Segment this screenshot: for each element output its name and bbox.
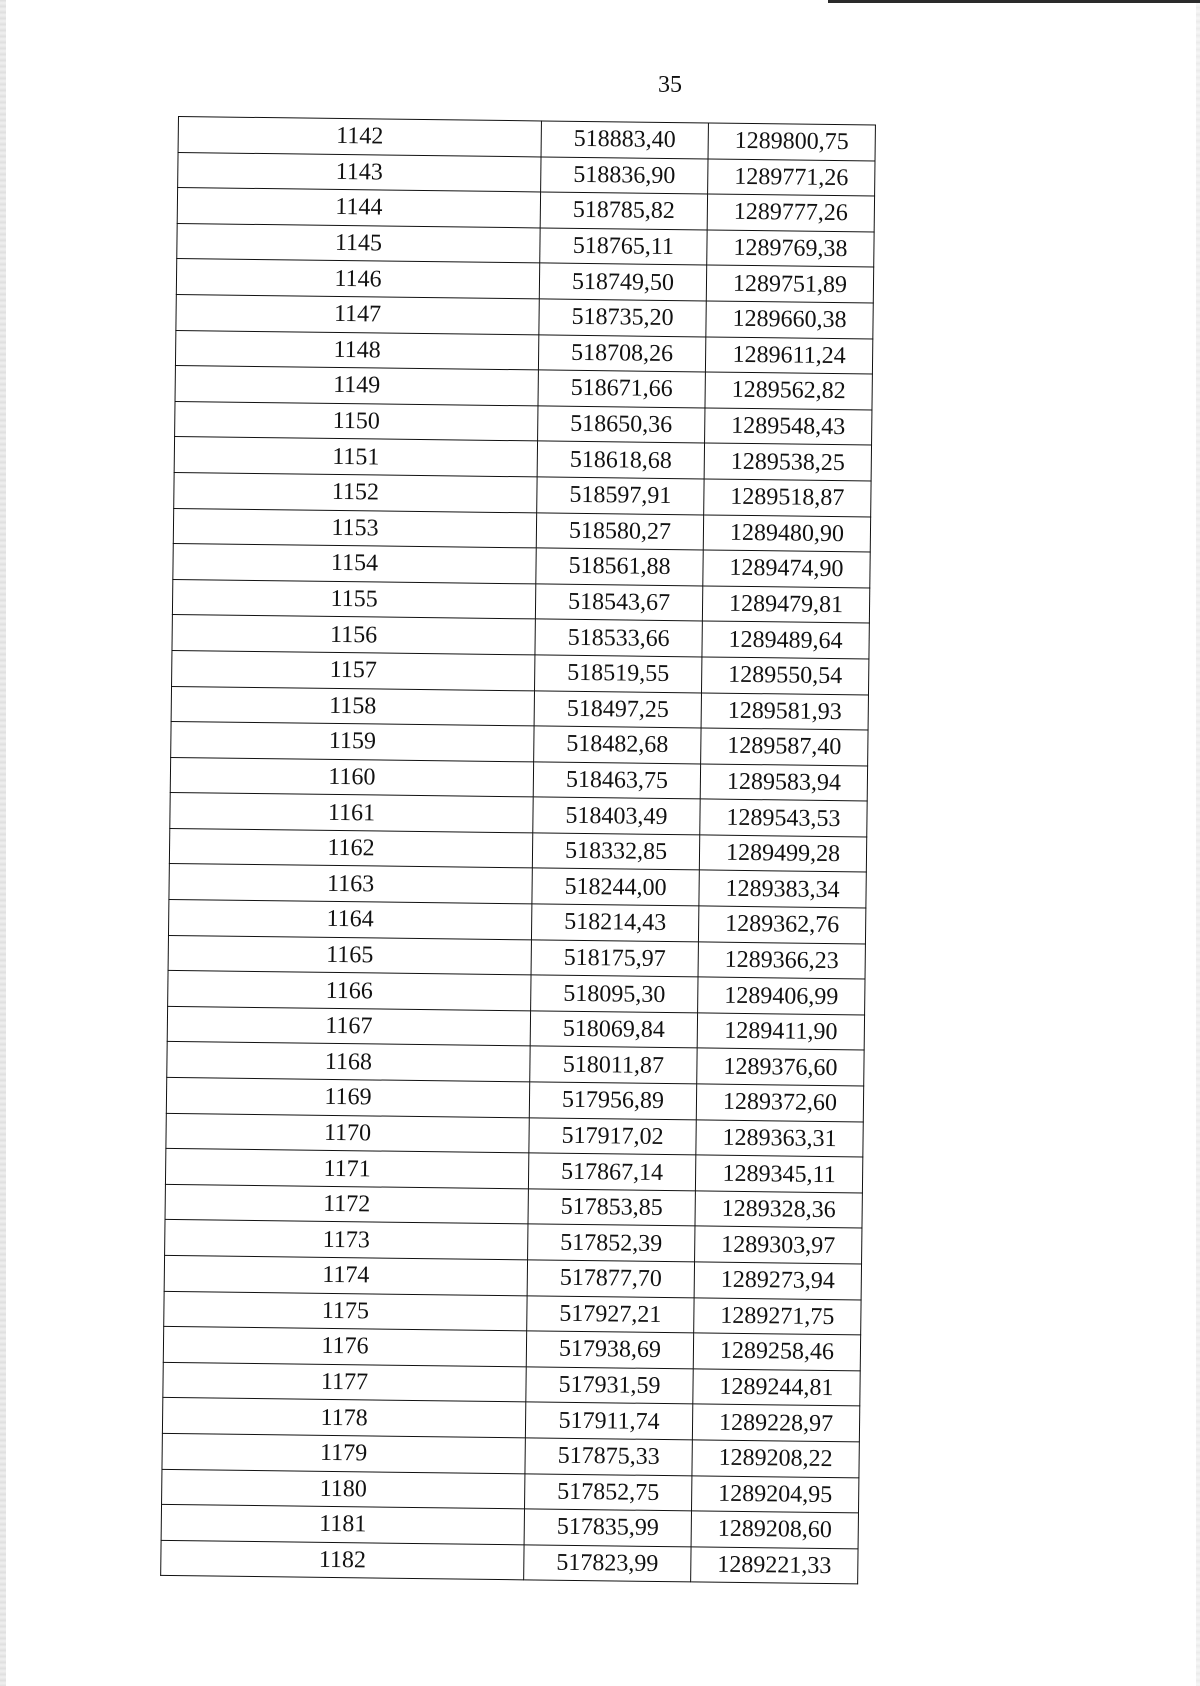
y-coordinate-cell: 1289383,34 [699, 870, 866, 908]
point-number-cell: 1176 [163, 1327, 526, 1367]
x-coordinate-cell: 517938,69 [526, 1331, 693, 1369]
point-number-cell: 1156 [172, 615, 535, 655]
point-number-cell: 1164 [168, 900, 531, 940]
x-coordinate-cell: 518785,82 [540, 192, 707, 230]
point-number-cell: 1175 [164, 1291, 527, 1331]
point-number-cell: 1167 [167, 1006, 530, 1046]
point-number-cell: 1182 [161, 1540, 524, 1580]
y-coordinate-cell: 1289345,11 [695, 1155, 862, 1193]
x-coordinate-cell: 518543,67 [535, 584, 702, 622]
point-number-cell: 1160 [170, 757, 533, 797]
point-number-cell: 1179 [162, 1433, 525, 1473]
x-coordinate-cell: 518244,00 [532, 868, 699, 906]
point-number-cell: 1170 [166, 1113, 529, 1153]
y-coordinate-cell: 1289751,89 [706, 265, 873, 303]
y-coordinate-cell: 1289208,22 [692, 1440, 859, 1478]
point-number-cell: 1152 [174, 472, 537, 512]
x-coordinate-cell: 517927,21 [527, 1295, 694, 1333]
x-coordinate-cell: 517931,59 [526, 1367, 693, 1405]
point-number-cell: 1177 [163, 1362, 526, 1402]
y-coordinate-cell: 1289583,94 [700, 764, 867, 802]
point-number-cell: 1147 [176, 294, 539, 334]
y-coordinate-cell: 1289366,23 [698, 942, 865, 980]
x-coordinate-cell: 518095,30 [531, 975, 698, 1013]
x-coordinate-cell: 517823,99 [524, 1545, 691, 1583]
x-coordinate-cell: 517917,02 [529, 1117, 696, 1155]
x-coordinate-cell: 517877,70 [527, 1260, 694, 1298]
y-coordinate-cell: 1289328,36 [695, 1191, 862, 1229]
x-coordinate-cell: 518561,88 [536, 548, 703, 586]
point-number-cell: 1159 [171, 722, 534, 762]
y-coordinate-cell: 1289499,28 [699, 835, 866, 873]
table-row [161, 1540, 858, 1584]
y-coordinate-cell: 1289303,97 [695, 1226, 862, 1264]
point-number-cell: 1155 [172, 579, 535, 619]
point-number-cell: 1171 [165, 1149, 528, 1189]
x-coordinate-cell: 517911,74 [525, 1402, 692, 1440]
x-coordinate-cell: 518749,50 [539, 263, 706, 301]
point-number-cell: 1142 [178, 117, 541, 157]
x-coordinate-cell: 518175,97 [531, 940, 698, 978]
y-coordinate-cell: 1289273,94 [694, 1262, 861, 1300]
x-coordinate-cell: 518650,36 [538, 406, 705, 444]
y-coordinate-cell: 1289538,25 [704, 443, 871, 481]
x-coordinate-cell: 517875,33 [525, 1438, 692, 1476]
point-number-cell: 1165 [168, 935, 531, 975]
x-coordinate-cell: 518671,66 [538, 370, 705, 408]
point-number-cell: 1162 [169, 828, 532, 868]
point-number-cell: 1161 [170, 793, 533, 833]
y-coordinate-cell: 1289550,54 [701, 657, 868, 695]
y-coordinate-cell: 1289411,90 [697, 1013, 864, 1051]
y-coordinate-cell: 1289660,38 [706, 301, 873, 339]
x-coordinate-cell: 518597,91 [537, 477, 704, 515]
x-coordinate-cell: 518765,11 [540, 228, 707, 266]
point-number-cell: 1150 [175, 401, 538, 441]
x-coordinate-cell: 518708,26 [538, 334, 705, 372]
point-number-cell: 1181 [161, 1505, 524, 1545]
y-coordinate-cell: 1289362,76 [698, 906, 865, 944]
y-coordinate-cell: 1289244,81 [693, 1369, 860, 1407]
point-number-cell: 1151 [174, 437, 537, 477]
x-coordinate-cell: 517853,85 [528, 1189, 695, 1227]
point-number-cell: 1157 [172, 650, 535, 690]
x-coordinate-cell: 518618,68 [537, 441, 704, 479]
y-coordinate-cell: 1289480,90 [703, 514, 870, 552]
y-coordinate-cell: 1289611,24 [705, 337, 872, 375]
scan-edge-left [0, 0, 6, 1686]
x-coordinate-cell: 518497,25 [534, 690, 701, 728]
y-coordinate-cell: 1289204,95 [691, 1475, 858, 1513]
x-coordinate-cell: 518580,27 [536, 512, 703, 550]
y-coordinate-cell: 1289562,82 [705, 372, 872, 410]
point-number-cell: 1166 [168, 971, 531, 1011]
y-coordinate-cell: 1289489,64 [702, 621, 869, 659]
coordinates-table-body [161, 117, 876, 1585]
y-coordinate-cell: 1289228,97 [692, 1404, 859, 1442]
point-number-cell: 1163 [169, 864, 532, 904]
y-coordinate-cell: 1289376,60 [697, 1048, 864, 1086]
scan-edge-right [1196, 0, 1200, 1686]
y-coordinate-cell: 1289543,53 [700, 799, 867, 837]
x-coordinate-cell: 517867,14 [528, 1153, 695, 1191]
x-coordinate-cell: 518214,43 [531, 904, 698, 942]
point-number-cell: 1172 [165, 1184, 528, 1224]
y-coordinate-cell: 1289548,43 [705, 408, 872, 446]
x-coordinate-cell: 518403,49 [533, 797, 700, 835]
x-coordinate-cell: 517852,75 [525, 1473, 692, 1511]
x-coordinate-cell: 517852,39 [528, 1224, 695, 1262]
y-coordinate-cell: 1289406,99 [698, 977, 865, 1015]
x-coordinate-cell: 518332,85 [532, 833, 699, 871]
point-number-cell: 1149 [175, 366, 538, 406]
y-coordinate-cell: 1289271,75 [694, 1297, 861, 1335]
y-coordinate-cell: 1289479,81 [702, 586, 869, 624]
y-coordinate-cell: 1289372,60 [696, 1084, 863, 1122]
point-number-cell: 1174 [164, 1255, 527, 1295]
point-number-cell: 1154 [173, 544, 536, 584]
x-coordinate-cell: 518533,66 [535, 619, 702, 657]
y-coordinate-cell: 1289363,31 [696, 1120, 863, 1158]
y-coordinate-cell: 1289474,90 [703, 550, 870, 588]
coordinates-table [160, 116, 876, 1585]
x-coordinate-cell: 518836,90 [541, 157, 708, 195]
point-number-cell: 1143 [178, 152, 541, 192]
x-coordinate-cell: 518735,20 [539, 299, 706, 337]
y-coordinate-cell: 1289800,75 [708, 123, 875, 161]
y-coordinate-cell: 1289587,40 [701, 728, 868, 766]
y-coordinate-cell: 1289258,46 [693, 1333, 860, 1371]
y-coordinate-cell: 1289771,26 [708, 159, 875, 197]
y-coordinate-cell: 1289777,26 [707, 194, 874, 232]
y-coordinate-cell: 1289208,60 [691, 1511, 858, 1549]
point-number-cell: 1148 [175, 330, 538, 370]
y-coordinate-cell: 1289769,38 [707, 230, 874, 268]
page-number: 35 [658, 72, 682, 98]
x-coordinate-cell: 518883,40 [541, 121, 708, 159]
x-coordinate-cell: 517835,99 [524, 1509, 691, 1547]
x-coordinate-cell: 518069,84 [530, 1011, 697, 1049]
x-coordinate-cell: 518482,68 [534, 726, 701, 764]
point-number-cell: 1144 [177, 188, 540, 228]
x-coordinate-cell: 518011,87 [530, 1046, 697, 1084]
point-number-cell: 1180 [162, 1469, 525, 1509]
point-number-cell: 1178 [162, 1398, 525, 1438]
y-coordinate-cell: 1289221,33 [691, 1547, 858, 1585]
y-coordinate-cell: 1289581,93 [701, 692, 868, 730]
point-number-cell: 1153 [173, 508, 536, 548]
x-coordinate-cell: 518519,55 [535, 655, 702, 693]
point-number-cell: 1168 [167, 1042, 530, 1082]
point-number-cell: 1158 [171, 686, 534, 726]
point-number-cell: 1169 [166, 1077, 529, 1117]
y-coordinate-cell: 1289518,87 [704, 479, 871, 517]
point-number-cell: 1173 [165, 1220, 528, 1260]
x-coordinate-cell: 517956,89 [529, 1082, 696, 1120]
scan-top-line [828, 0, 1200, 3]
point-number-cell: 1146 [176, 259, 539, 299]
x-coordinate-cell: 518463,75 [533, 762, 700, 800]
point-number-cell: 1145 [177, 223, 540, 263]
